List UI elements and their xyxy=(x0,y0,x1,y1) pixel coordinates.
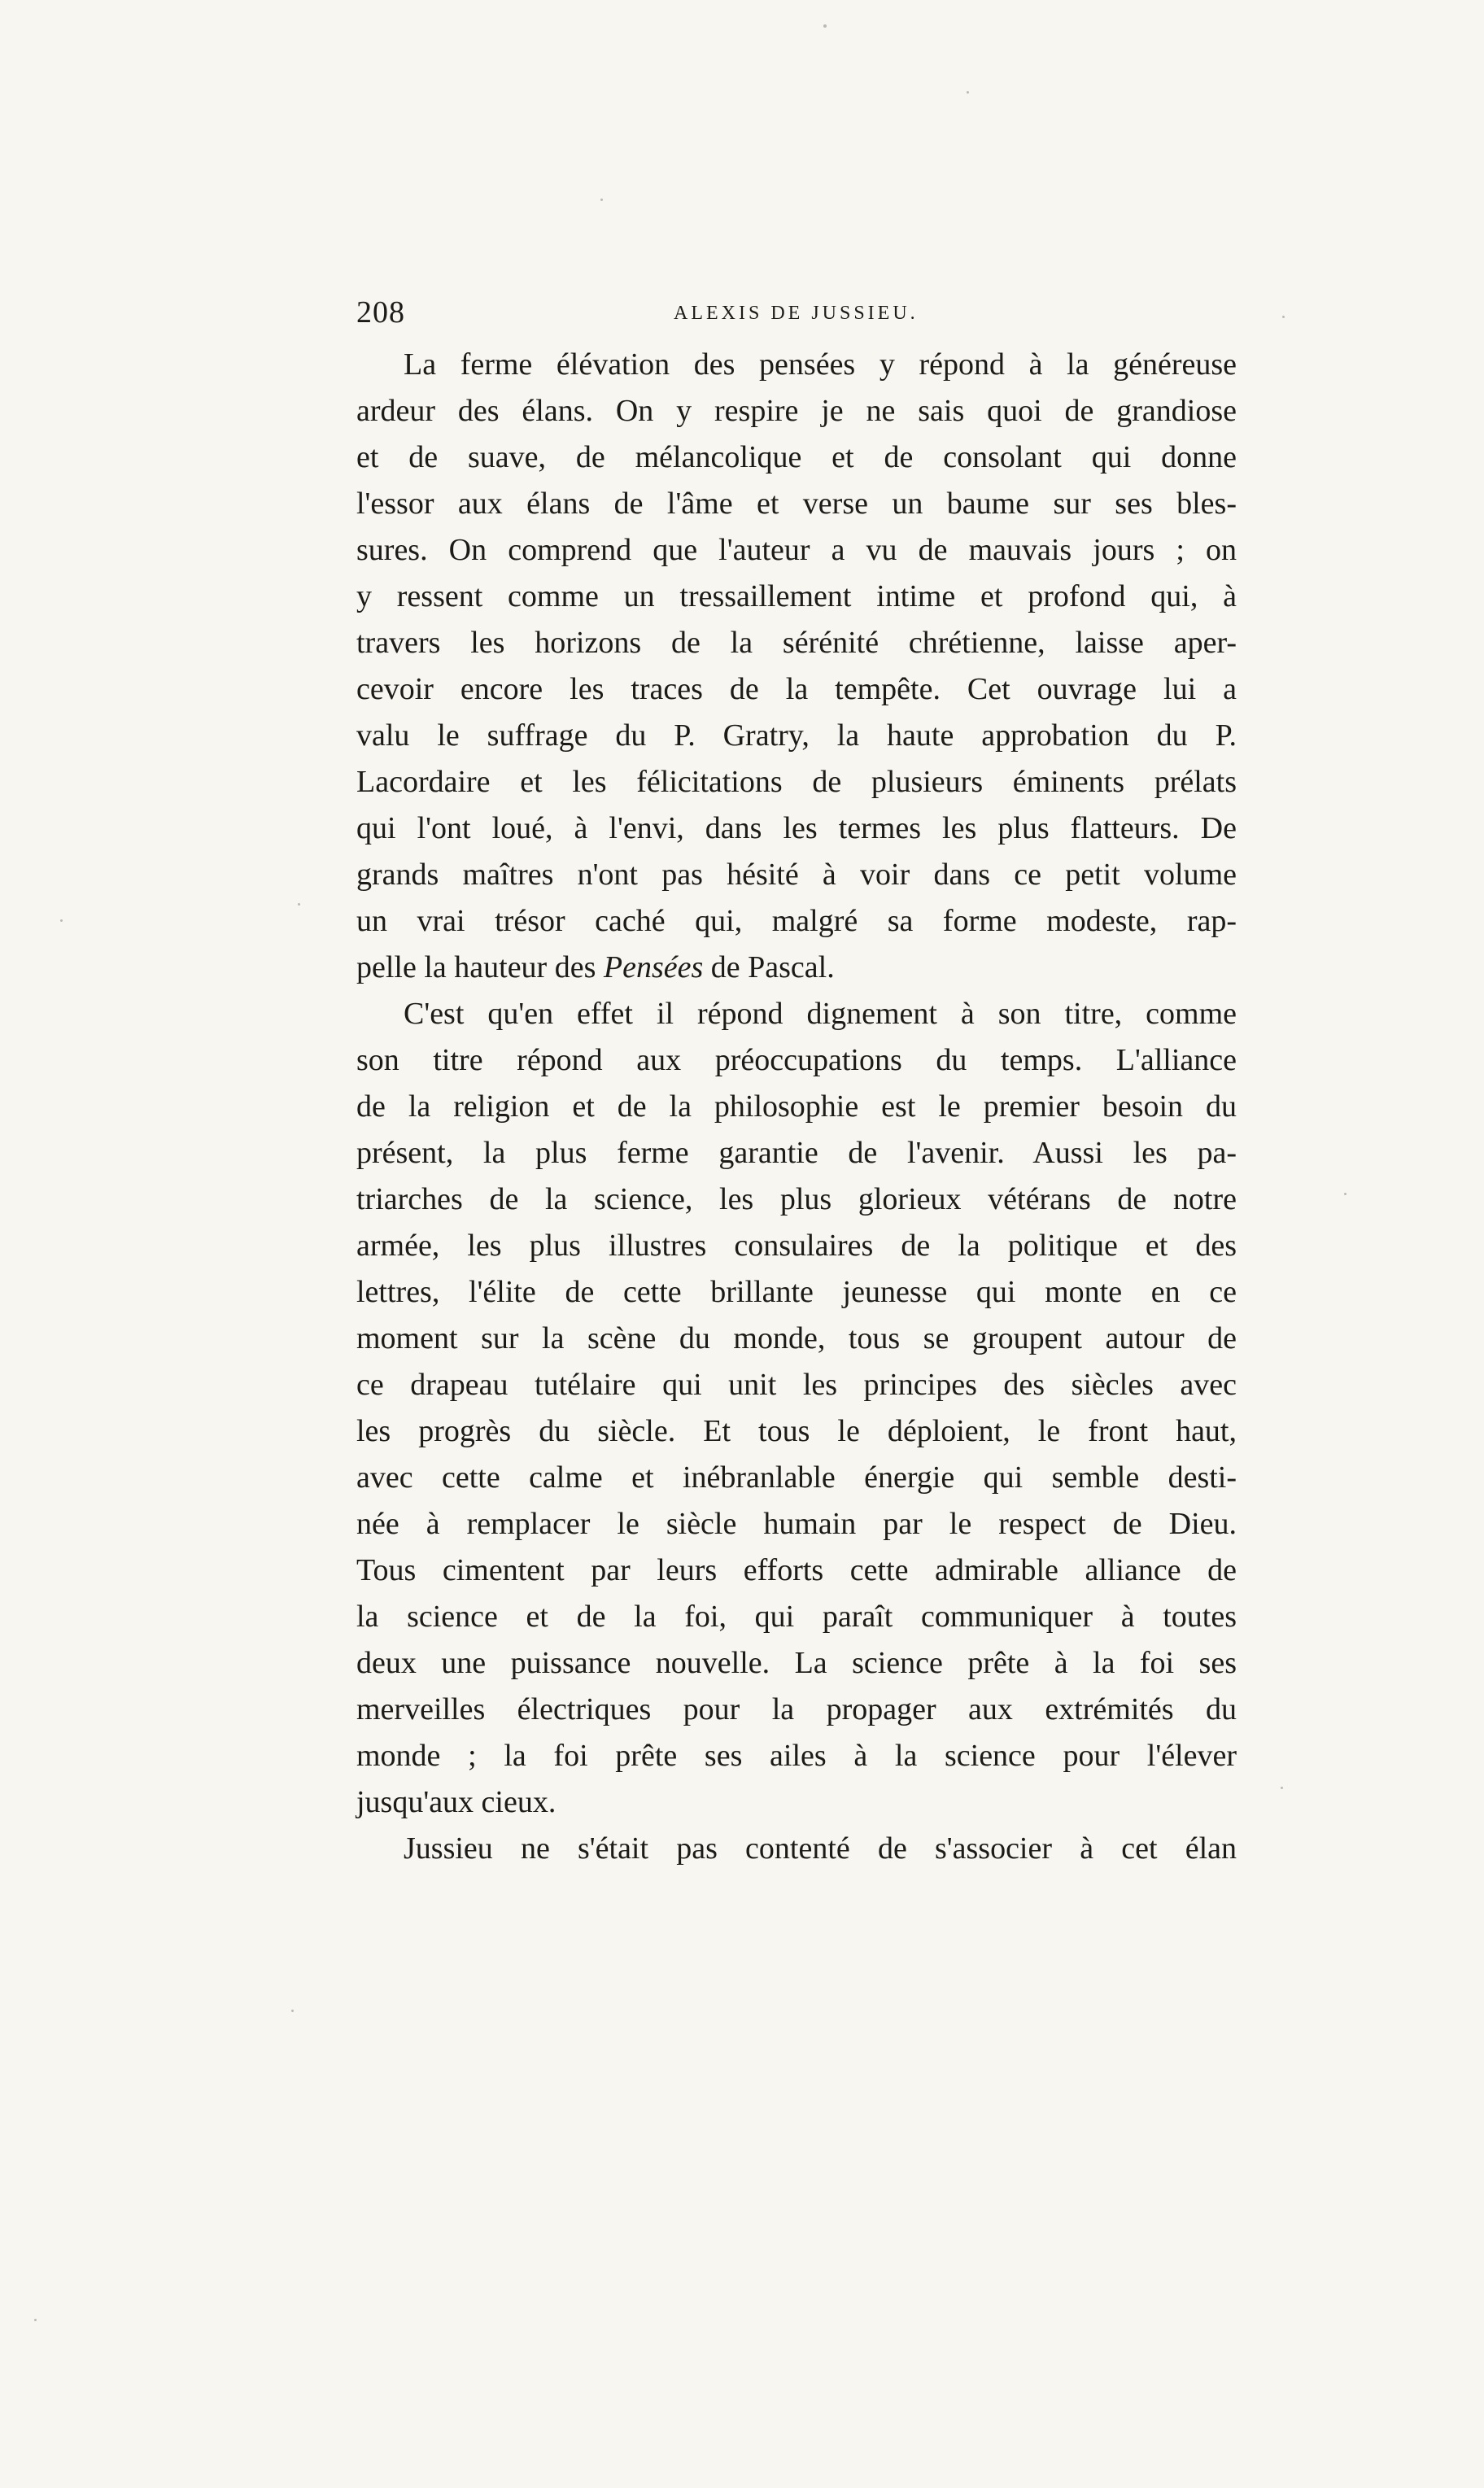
text-line: merveilles électriques pour la propager aux extrémités du xyxy=(356,1692,1237,1726)
text-line: son titre répond aux préoccupations du temps. L'alliance xyxy=(356,1043,1237,1077)
text-run: de Pascal. xyxy=(703,950,835,984)
page-header xyxy=(356,291,1237,340)
text-line: lettres, l'élite de cette brillante jeunesse qui monte en ce xyxy=(356,1275,1237,1309)
text-line: grands maîtres n'ont pas hésité à voir dans ce petit volume xyxy=(356,858,1237,892)
paper-speck xyxy=(291,2010,294,2012)
text-line: et de suave, de mélancolique et de consolant qui donne xyxy=(356,440,1237,474)
text-line xyxy=(356,945,1237,991)
text-line: l'essor aux élans de l'âme et verse un baume sur ses bles- xyxy=(356,487,1237,521)
page-number: 208 xyxy=(356,295,405,330)
running-title: ALEXIS DE JUSSIEU. xyxy=(674,303,919,324)
paper-speck xyxy=(1282,316,1285,318)
text-line: ardeur des élans. On y respire je ne sais quoi de grandiose xyxy=(356,394,1237,428)
text-line: Lacordaire et les félicitations de plusieurs éminents prélats xyxy=(356,765,1237,799)
text-line: moment sur la scène du monde, tous se groupent autour de xyxy=(356,1321,1237,1355)
text-line: deux une puissance nouvelle. La science prête à la foi ses xyxy=(356,1646,1237,1680)
text-line: Jussieu ne s'était pas contenté de s'associer à cet élan xyxy=(404,1831,1237,1866)
text-line: valu le suffrage du P. Gratry, la haute approbation du P. xyxy=(356,718,1237,753)
text-line: triarches de la science, les plus glorieux vétérans de notre xyxy=(356,1182,1237,1216)
paper-speck xyxy=(298,903,300,906)
text-line: avec cette calme et inébranlable énergie qui semble desti- xyxy=(356,1460,1237,1495)
paper-speck xyxy=(823,24,827,28)
text-line: travers les horizons de la sérénité chrétienne, laisse aper- xyxy=(356,626,1237,660)
text-line: cevoir encore les traces de la tempête. Cet ouvrage lui a xyxy=(356,672,1237,706)
paper-speck xyxy=(600,199,603,201)
paper-speck xyxy=(1281,1787,1283,1789)
paper-speck xyxy=(1344,1193,1347,1195)
paragraph-1 xyxy=(356,342,1237,991)
paper-speck xyxy=(34,2319,37,2321)
text-line: qui l'ont loué, à l'envi, dans les termes les plus flatteurs. De xyxy=(356,811,1237,845)
paragraph-3 xyxy=(356,1826,1237,1872)
text-line: monde ; la foi prête ses ailes à la science pour l'élever xyxy=(356,1739,1237,1773)
text-line: C'est qu'en effet il répond dignement à son titre, comme xyxy=(404,997,1237,1031)
text-line: armée, les plus illustres consulaires de la politique et des xyxy=(356,1229,1237,1263)
text-line: un vrai trésor caché qui, malgré sa forme modeste, rap- xyxy=(356,904,1237,938)
body-text xyxy=(356,342,1237,1872)
text-line: née à remplacer le siècle humain par le respect de Dieu. xyxy=(356,1507,1237,1541)
italic-title: Pensées xyxy=(603,950,704,984)
text-line: la science et de la foi, qui paraît communiquer à toutes xyxy=(356,1600,1237,1634)
text-line: jusqu'aux cieux. xyxy=(356,1785,556,1819)
text-line: de la religion et de la philosophie est le premier besoin du xyxy=(356,1089,1237,1124)
text-line: ce drapeau tutélaire qui unit les principes des siècles avec xyxy=(356,1368,1237,1402)
text-line: présent, la plus ferme garantie de l'avenir. Aussi les pa- xyxy=(356,1136,1237,1170)
text-line: sures. On comprend que l'auteur a vu de mauvais jours ; on xyxy=(356,533,1237,567)
text-line: La ferme élévation des pensées y répond à la généreuse xyxy=(404,347,1237,382)
text-run: pelle la hauteur des xyxy=(356,950,604,984)
paper-speck xyxy=(967,91,969,94)
text-line: y ressent comme un tressaillement intime et profond qui, à xyxy=(356,579,1237,613)
paper-speck xyxy=(60,919,63,922)
paragraph-2 xyxy=(356,991,1237,1826)
text-line: Tous cimentent par leurs efforts cette admirable alliance de xyxy=(356,1553,1237,1587)
text-line: les progrès du siècle. Et tous le déploient, le front haut, xyxy=(356,1414,1237,1448)
